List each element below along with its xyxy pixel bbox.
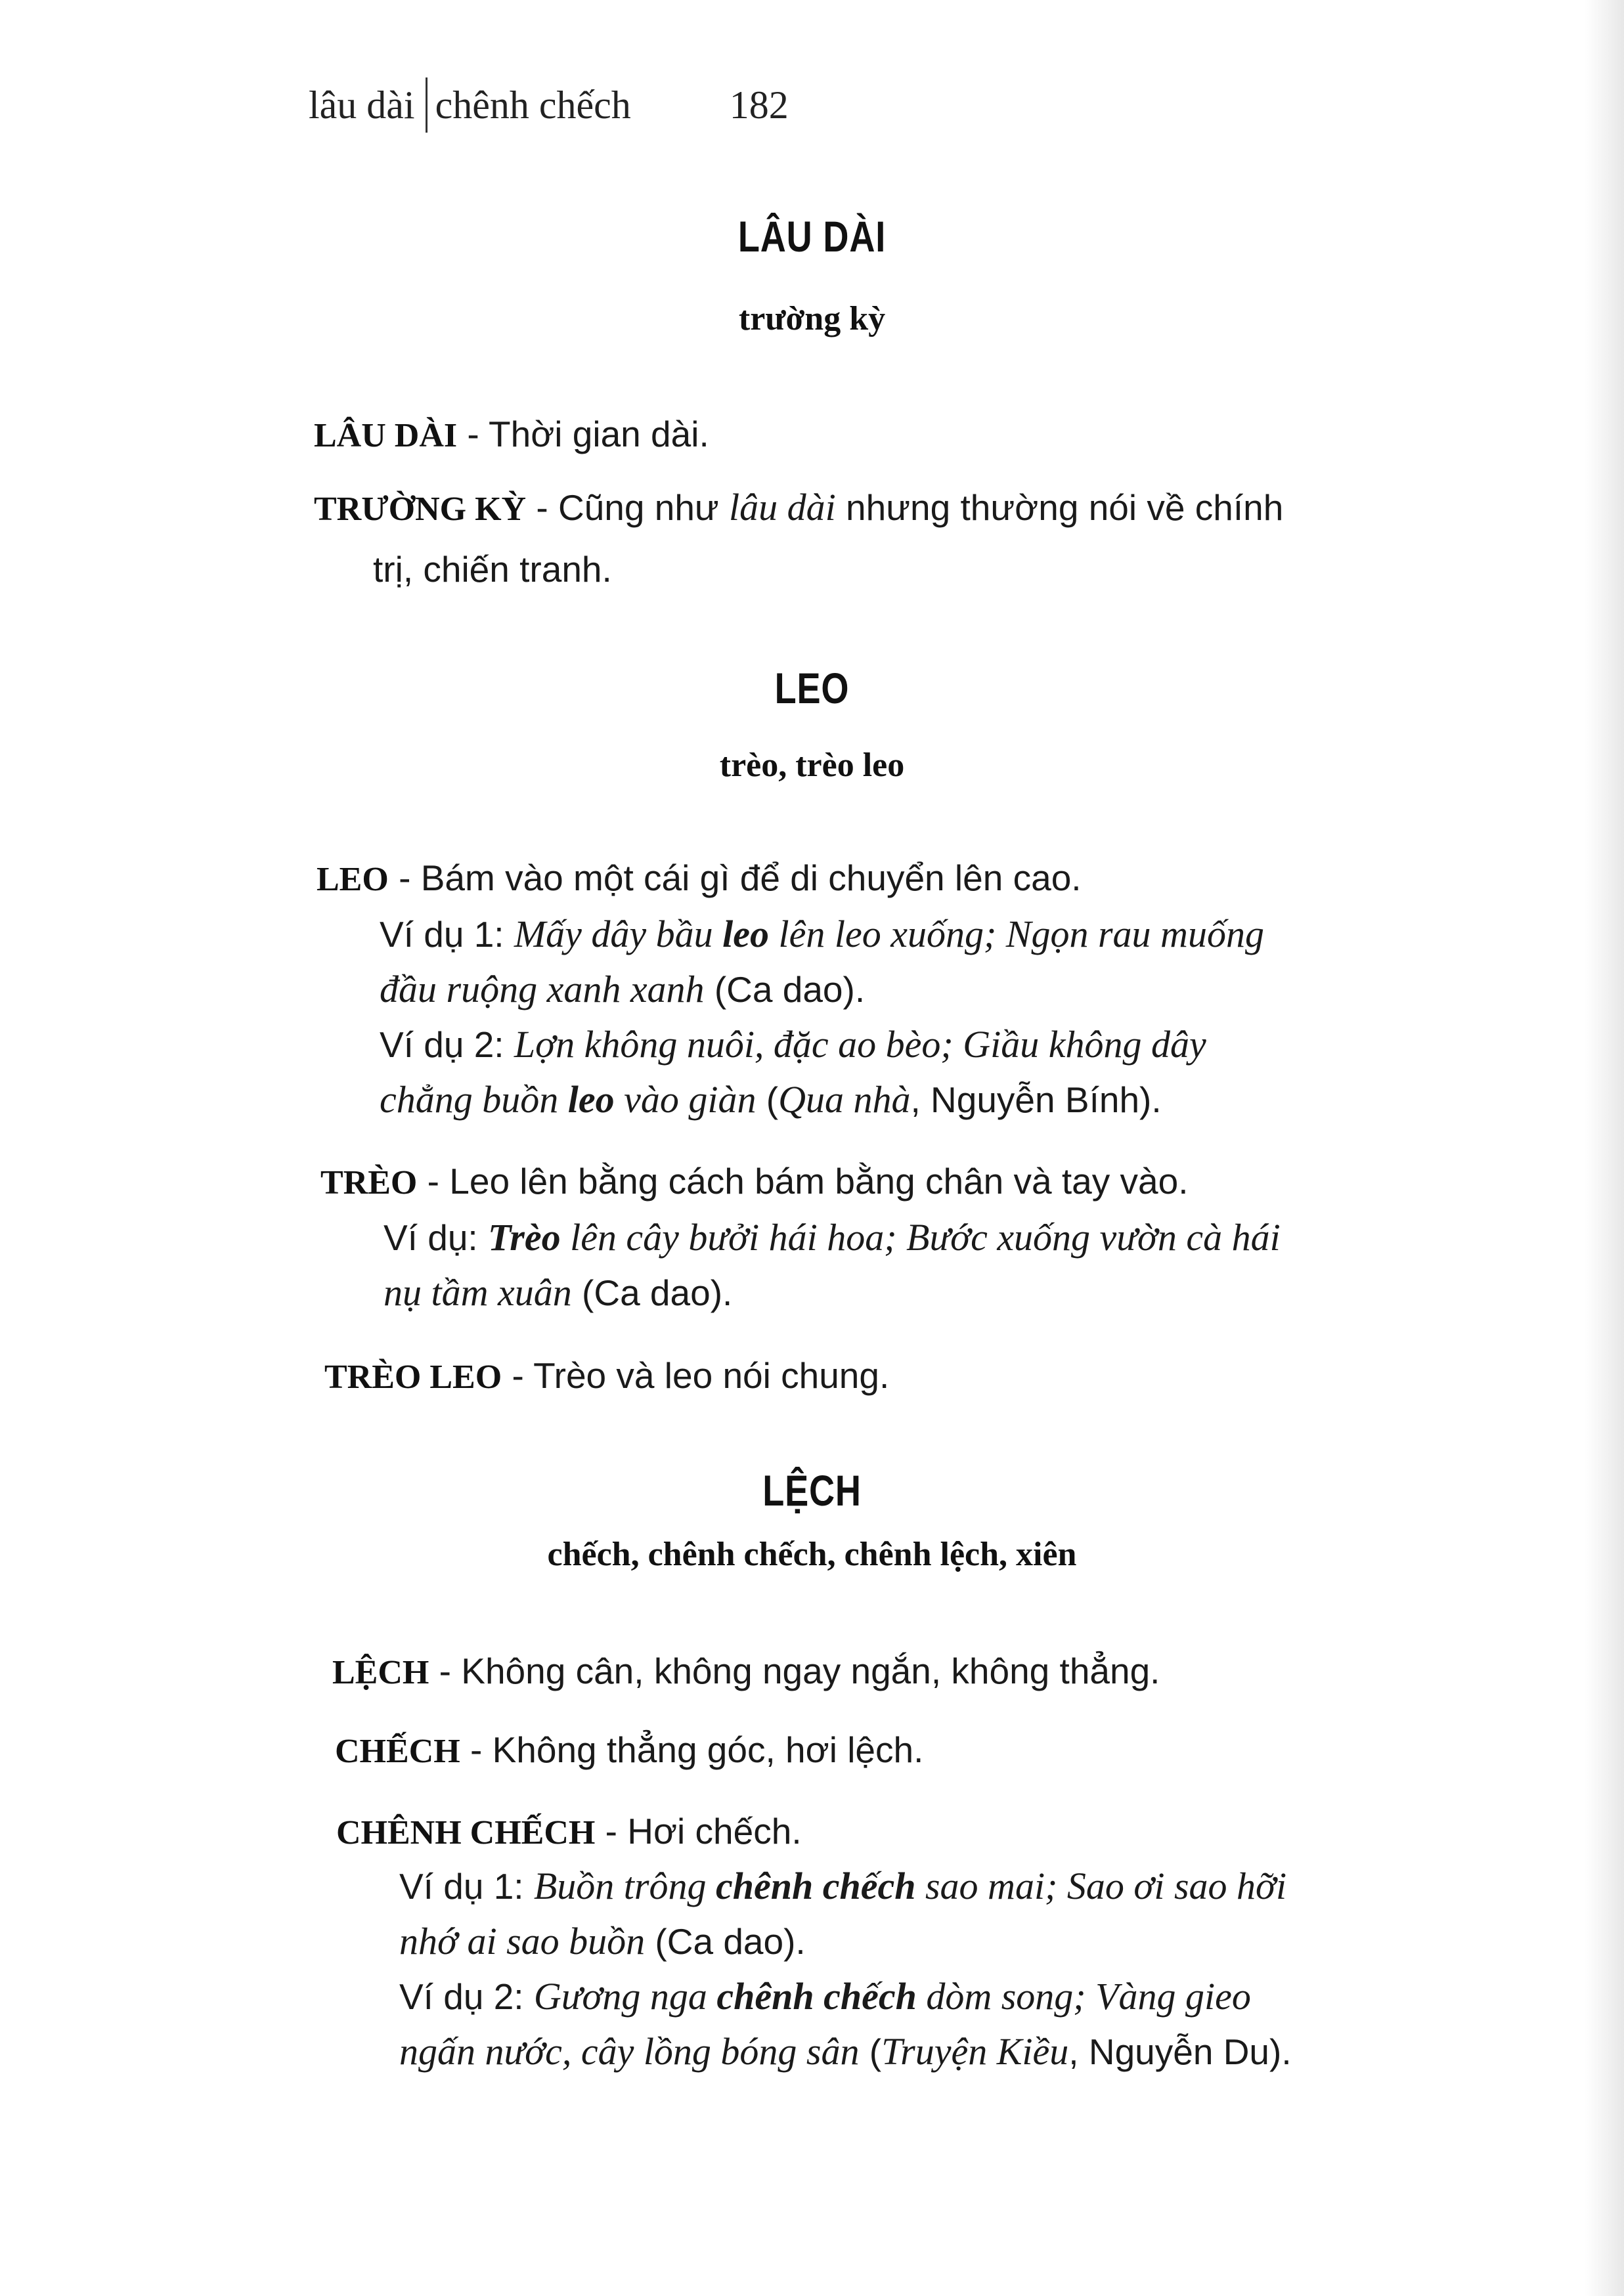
example-leo-1: Ví dụ 1: Mấy dây bầu leo lên leo xuống; Ngọn rau muống — [380, 913, 1264, 955]
example-leo-2: Ví dụ 2: Lợn không nuôi, đặc ao bèo; Giầu không dây — [380, 1023, 1206, 1066]
page-edge-shadow — [1585, 0, 1624, 2296]
running-head-right-term: chênh chếch — [435, 83, 631, 127]
example-leo-2-continuation: chẳng buồn leo vào giàn (Qua nhà, Nguyễn Bính). — [380, 1078, 1162, 1121]
example-treo-continuation: nụ tầm xuân (Ca dao). — [384, 1271, 733, 1314]
entry-definition: Hơi chếch. — [627, 1811, 802, 1852]
entry-definition: Trèo và leo nói chung. — [533, 1355, 890, 1396]
entry-term: LỆCH — [332, 1654, 429, 1691]
section-heading-lau-dai: LÂU DÀI — [737, 212, 887, 261]
entry-definition: Bám vào một cái gì để di chuyển lên cao. — [420, 857, 1082, 898]
running-head-left-term: lâu dài — [309, 83, 415, 127]
example-chenh-chech-2: Ví dụ 2: Gương nga chênh chếch dòm song; Vàng gieo — [399, 1975, 1251, 2018]
entry-definition: Không cân, không ngay ngắn, không thẳng. — [461, 1651, 1160, 1691]
entry-term: TRÈO — [320, 1164, 418, 1202]
example-chenh-chech-2-continuation: ngấn nước, cây lồng bóng sân (Truyện Kiều, Nguyễn Du). — [399, 2030, 1292, 2073]
section-synonyms-lech: chếch, chênh chếch, chênh lệch, xiên — [547, 1536, 1077, 1573]
running-head — [309, 77, 789, 133]
entry-term: LEO — [317, 861, 389, 898]
entry-term: CHÊNH CHẾCH — [336, 1814, 596, 1852]
section-synonyms-leo: trèo, trèo leo — [719, 747, 905, 784]
page-number: 182 — [729, 83, 789, 127]
entry-term: LÂU DÀI — [314, 417, 458, 454]
running-head-divider — [426, 77, 428, 133]
entry-lau-dai: LÂU DÀI - Thời gian dài. — [314, 414, 709, 454]
entry-truong-ky-continuation: trị, chiến tranh. — [373, 549, 612, 590]
example-leo-1-continuation: đầu ruộng xanh xanh (Ca dao). — [380, 968, 866, 1010]
example-treo: Ví dụ: Trèo lên cây bưởi hái hoa; Bước xuống vườn cà hái — [384, 1216, 1281, 1259]
example-chenh-chech-1-continuation: nhớ ai sao buồn (Ca dao). — [399, 1920, 806, 1962]
section-heading-leo: LEO — [774, 664, 850, 712]
entry-definition: Thời gian dài. — [489, 414, 709, 454]
entry-leo: LEO - Bám vào một cái gì để di chuyển lên cao. — [317, 857, 1082, 898]
entry-term: TRÈO LEO — [324, 1358, 502, 1396]
entry-chenh-chech: CHÊNH CHẾCH - Hơi chếch. — [336, 1811, 802, 1852]
entry-truong-ky: TRƯỜNG KỲ - Cũng như lâu dài nhưng thường nói về chính — [314, 486, 1284, 529]
entry-term: TRƯỜNG KỲ — [314, 490, 527, 528]
entry-treo: TRÈO - Leo lên bằng cách bám bằng chân và tay vào. — [320, 1161, 1189, 1202]
entry-term: CHẾCH — [335, 1733, 460, 1770]
section-heading-lech: LỆCH — [762, 1466, 862, 1515]
entry-treo-leo: TRÈO LEO - Trèo và leo nói chung. — [324, 1355, 890, 1396]
entry-definition: Leo lên bằng cách bám bằng chân và tay vào. — [449, 1161, 1189, 1202]
entry-definition: Không thẳng góc, hơi lệch. — [492, 1729, 924, 1770]
entry-lech: LỆCH - Không cân, không ngay ngắn, không thẳng. — [332, 1651, 1160, 1691]
section-synonyms-lau-dai: trường kỳ — [738, 300, 886, 337]
example-chenh-chech-1: Ví dụ 1: Buồn trông chênh chếch sao mai; Sao ơi sao hỡi — [399, 1865, 1287, 1907]
entry-chech: CHẾCH - Không thẳng góc, hơi lệch. — [335, 1729, 924, 1770]
